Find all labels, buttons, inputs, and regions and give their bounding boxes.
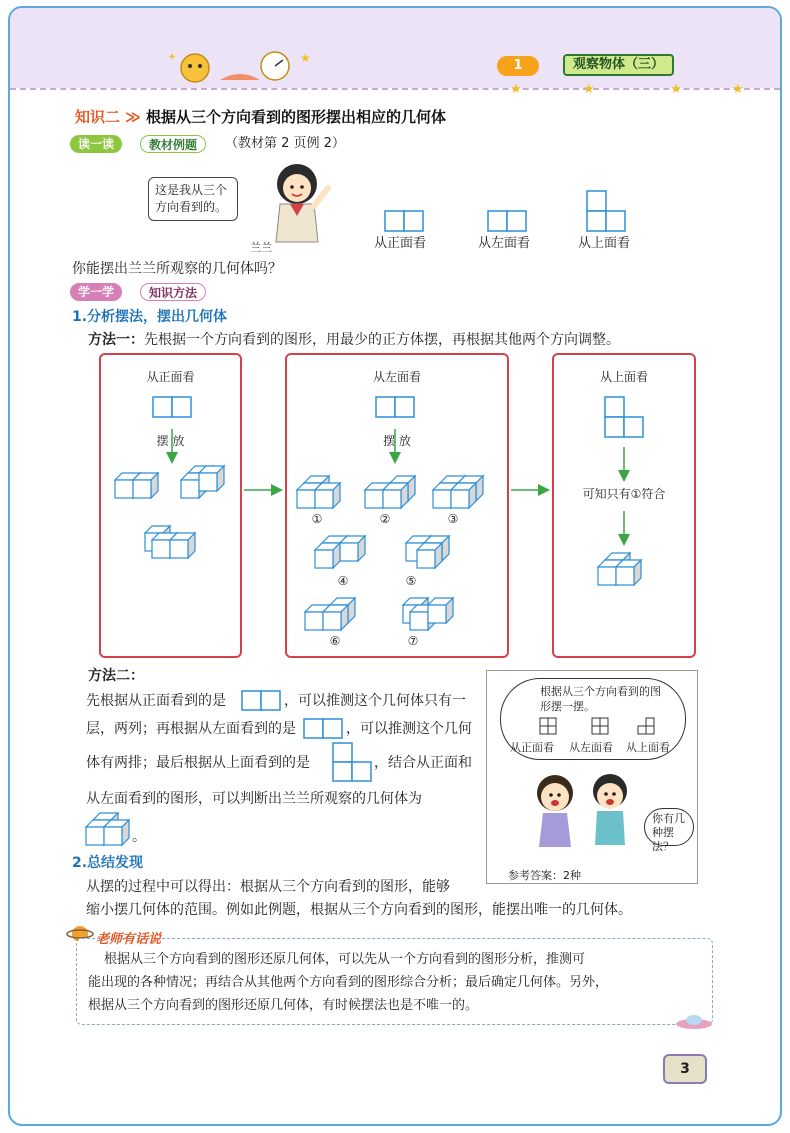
section-label: 知识二 <box>75 108 121 126</box>
chapter-title: 观察物体（三） <box>563 54 674 76</box>
panel-front-figures <box>99 353 242 658</box>
method1-label: 方法一： <box>88 332 144 348</box>
read-tag-pill: 教材例题 <box>140 135 206 153</box>
svg-text:★: ★ <box>732 82 744 96</box>
svg-text:✦: ✦ <box>168 52 177 63</box>
method2-line-5: 。 <box>132 829 146 845</box>
front-view-label: 从正面看 <box>374 236 427 251</box>
method2-answer-solid <box>84 812 132 848</box>
left-view-figure <box>487 210 529 234</box>
section-title: 根据从三个方向看到的图形摆出相应的几何体 <box>146 108 447 126</box>
teacher-line-1: 根据从三个方向看到的图形还原几何体，可以先从一个方向看到的图形分析，推测可 <box>104 952 586 967</box>
learn-tag: 学一学 <box>70 283 122 301</box>
girl-illustration <box>262 158 342 246</box>
panel-top-figures <box>552 353 696 658</box>
cloud-text: 根据从三个方向看到的图形摆一摆。 <box>540 685 661 713</box>
children-illustration <box>515 765 645 865</box>
step1-title: 1.分析摆法，摆出几何体 <box>72 309 228 325</box>
left-view-label: 从左面看 <box>478 236 531 251</box>
arrow-panel2-panel3 <box>511 482 553 498</box>
summary-line-2: 缩小摆几何体的范围。例如此例题，根据从三个方向看到的图形，能摆出唯一的几何体。 <box>86 902 632 918</box>
method2-line-1a: 先根据从正面看到的是 <box>86 693 226 709</box>
method2-front-shape <box>241 690 283 712</box>
cloud-view-left: 从左面看 <box>569 741 613 754</box>
teacher-note-title: 老师有话说 <box>96 932 162 947</box>
header-stars <box>510 80 750 96</box>
learn-tag-pill: 知识方法 <box>140 283 206 301</box>
method1-text: 先根据一个方向看到的图形，用最少的正方体摆，再根据其他两个方向调整。 <box>144 332 620 348</box>
summary-line-1: 从摆的过程中可以得出：根据从三个方向看到的图形，能够 <box>86 879 450 895</box>
svg-text:★: ★ <box>510 82 522 96</box>
method2-line-2a: 层，两列；再根据从左面看到的是 <box>86 721 296 737</box>
page-number: 3 <box>663 1054 707 1084</box>
lanlan-speech-text: 这是我从三个方向看到的。 <box>155 183 228 214</box>
svg-text:★: ★ <box>583 82 595 96</box>
panel-top-title: 从上面看 <box>599 370 648 384</box>
method2-top-shape <box>332 742 374 782</box>
panel-top-result: 可知只有①符合 <box>582 487 666 501</box>
cloud-view-figures <box>530 716 680 738</box>
method2-line-3a: 体有两排；最后根据从上面看到的是 <box>86 755 310 771</box>
step2-title: 2.总结发现 <box>72 855 144 871</box>
method2-line-2b: ，可以推测这个几何 <box>346 721 472 737</box>
question-text: 你能摆出兰兰所观察的几何体吗？ <box>72 261 282 277</box>
cloud-view-top: 从上面看 <box>626 741 670 754</box>
section-heading <box>75 106 446 127</box>
panel-front-title: 从正面看 <box>146 370 195 384</box>
option-label-7: ⑦ <box>407 634 419 648</box>
cloud-view-front: 从正面看 <box>510 741 554 754</box>
front-view-figure <box>384 210 426 234</box>
option-label-4: ④ <box>337 574 349 588</box>
ufo-decoration <box>672 1012 716 1034</box>
panel-left-action: 摆 放 <box>383 434 411 448</box>
lanlan-speech-bubble <box>148 177 238 221</box>
svg-text:★: ★ <box>670 82 682 96</box>
top-view-label: 从上面看 <box>578 236 631 251</box>
cartoon-answer: 参考答案：2种 <box>508 869 581 882</box>
option-label-1: ① <box>311 512 323 526</box>
option-label-5: ⑤ <box>405 574 417 588</box>
teacher-line-3: 根据从三个方向看到的图形还原几何体，有时候摆法也是不唯一的。 <box>88 998 479 1013</box>
character-name: 兰兰 <box>250 241 272 254</box>
method2-line-1b: ，可以推测这个几何体只有一 <box>284 693 466 709</box>
read-tag: 读一读 <box>70 135 122 153</box>
method2-line-4: 从左面看到的图形，可以判断出兰兰所观察的几何体为 <box>86 791 422 807</box>
panel-left-figures <box>285 353 509 658</box>
boy-question-text: 你有几种摆法？ <box>652 812 685 853</box>
section-arrow-icon: ≫ <box>125 108 147 126</box>
header-band <box>10 8 780 88</box>
panel-front-action: 摆 放 <box>156 434 185 448</box>
option-label-3: ③ <box>447 512 459 526</box>
header-decoration <box>150 46 320 86</box>
textbook-reference: （教材第 2 页例 2） <box>225 136 345 151</box>
panel-left-title: 从左面看 <box>372 370 421 384</box>
svg-text:★: ★ <box>300 51 311 65</box>
method1-line <box>88 329 620 351</box>
method2-line-3b: ，结合从正面和 <box>374 755 472 771</box>
chapter-number-badge: 1 <box>497 56 539 76</box>
teacher-line-2: 能出现的各种情况；再结合从其他两个方向看到的图形综合分析；最后确定几何体。另外， <box>88 975 609 990</box>
top-view-figure <box>586 190 628 234</box>
option-label-6: ⑥ <box>329 634 341 648</box>
arrow-panel1-panel2 <box>244 482 286 498</box>
method2-label: 方法二： <box>88 668 144 684</box>
option-label-2: ② <box>379 512 391 526</box>
method2-left-shape <box>303 718 345 740</box>
